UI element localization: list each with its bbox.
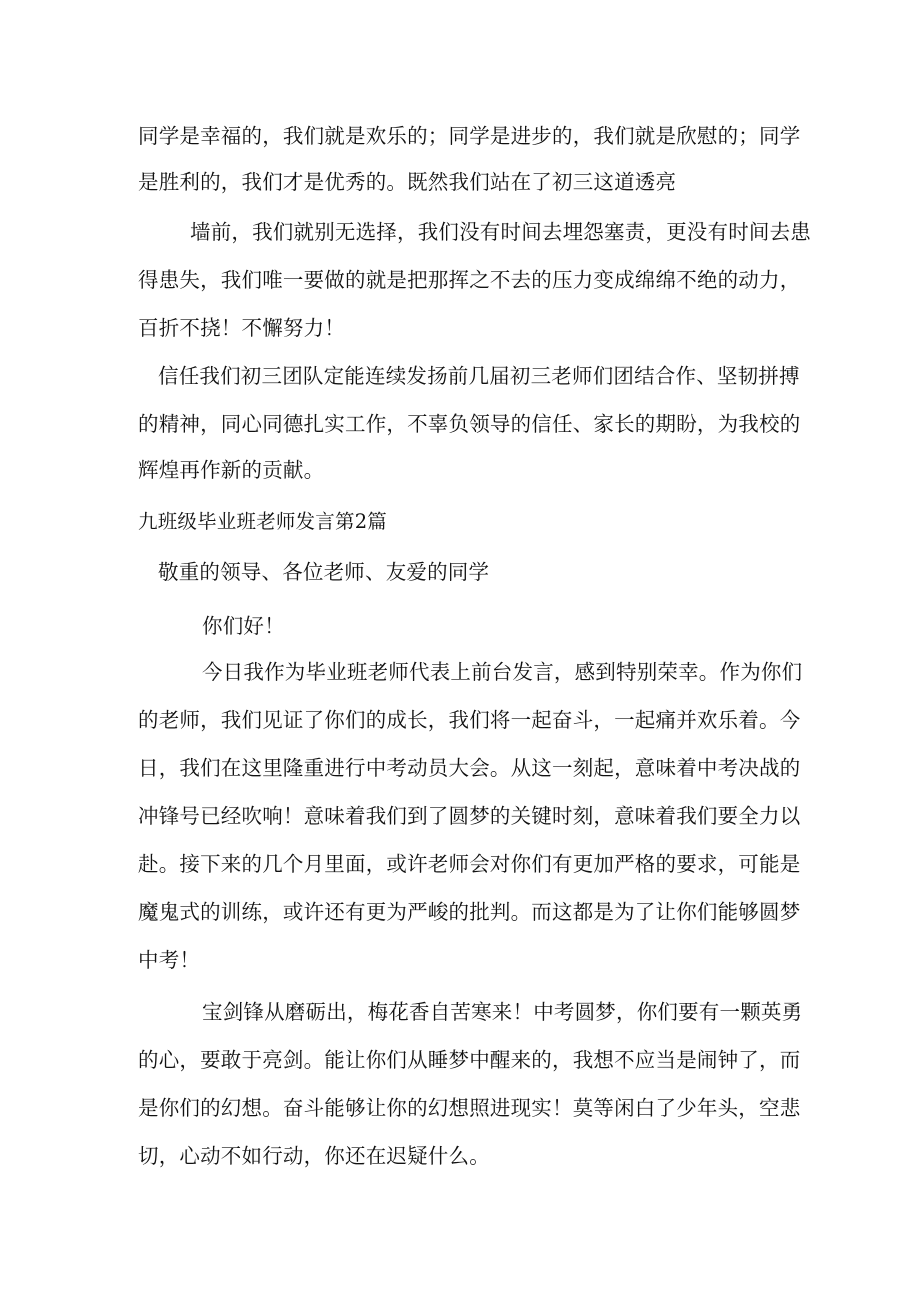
text-line: 的老师，我们见证了你们的成长，我们将一起奋斗，一起痛并欢乐着。今 [138, 708, 801, 732]
text-line: 赴。接下来的几个月里面，或许老师会对你们有更加严格的要求，可能是 [138, 852, 801, 876]
salutation-line: 敬重的领导、各位老师、友爱的同学 [158, 560, 490, 584]
text-line: 魔鬼式的训练，或许还有更为严峻的批判。而这都是为了让你们能够圆梦 [138, 900, 801, 924]
text-line: 宝剑锋从磨砺出，梅花香自苦寒来！中考圆梦，你们要有一颗英勇 [202, 1000, 803, 1024]
text-line: 中考！ [138, 948, 201, 972]
text-line: 今日我作为毕业班老师代表上前台发言，感到特别荣幸。作为你们 [202, 660, 803, 684]
greeting-line: 你们好！ [202, 614, 285, 638]
text-line: 墙前，我们就别无选择，我们没有时间去埋怨塞责，更没有时间去患 [190, 220, 811, 244]
text-line: 信任我们初三团队定能连续发扬前几届初三老师们团结合作、坚韧拼搏 [158, 364, 800, 388]
text-line: 切，心动不如行动，你还在迟疑什么。 [138, 1144, 490, 1168]
text-line: 得患失，我们唯一要做的就是把那挥之不去的压力变成绵绵不绝的动力， [138, 268, 801, 292]
text-line: 冲锋号已经吹响！意味着我们到了圆梦的关键时刻，意味着我们要全力以 [138, 804, 801, 828]
text-line: 辉煌再作新的贡献。 [138, 458, 325, 482]
text-line: 的心，要敢于亮剑。能让你们从睡梦中醒来的，我想不应当是闹钟了，而 [138, 1048, 801, 1072]
text-line: 百折不挠！不懈努力！ [138, 316, 345, 340]
text-line: 是胜利的，我们才是优秀的。既然我们站在了初三这道透亮 [138, 170, 677, 194]
text-line: 日，我们在这里隆重进行中考动员大会。从这一刻起，意味着中考决战的 [138, 756, 801, 780]
text-line: 同学是幸福的，我们就是欢乐的；同学是进步的，我们就是欣慰的；同学 [138, 124, 801, 148]
text-line: 是你们的幻想。奋斗能够让你的幻想照进现实！莫等闲白了少年头，空悲 [138, 1096, 801, 1120]
section-heading: 九班级毕业班老师发言第2篇 [138, 510, 388, 533]
text-line: 的精神，同心同德扎实工作，不辜负领导的信任、家长的期盼，为我校的 [138, 412, 801, 436]
